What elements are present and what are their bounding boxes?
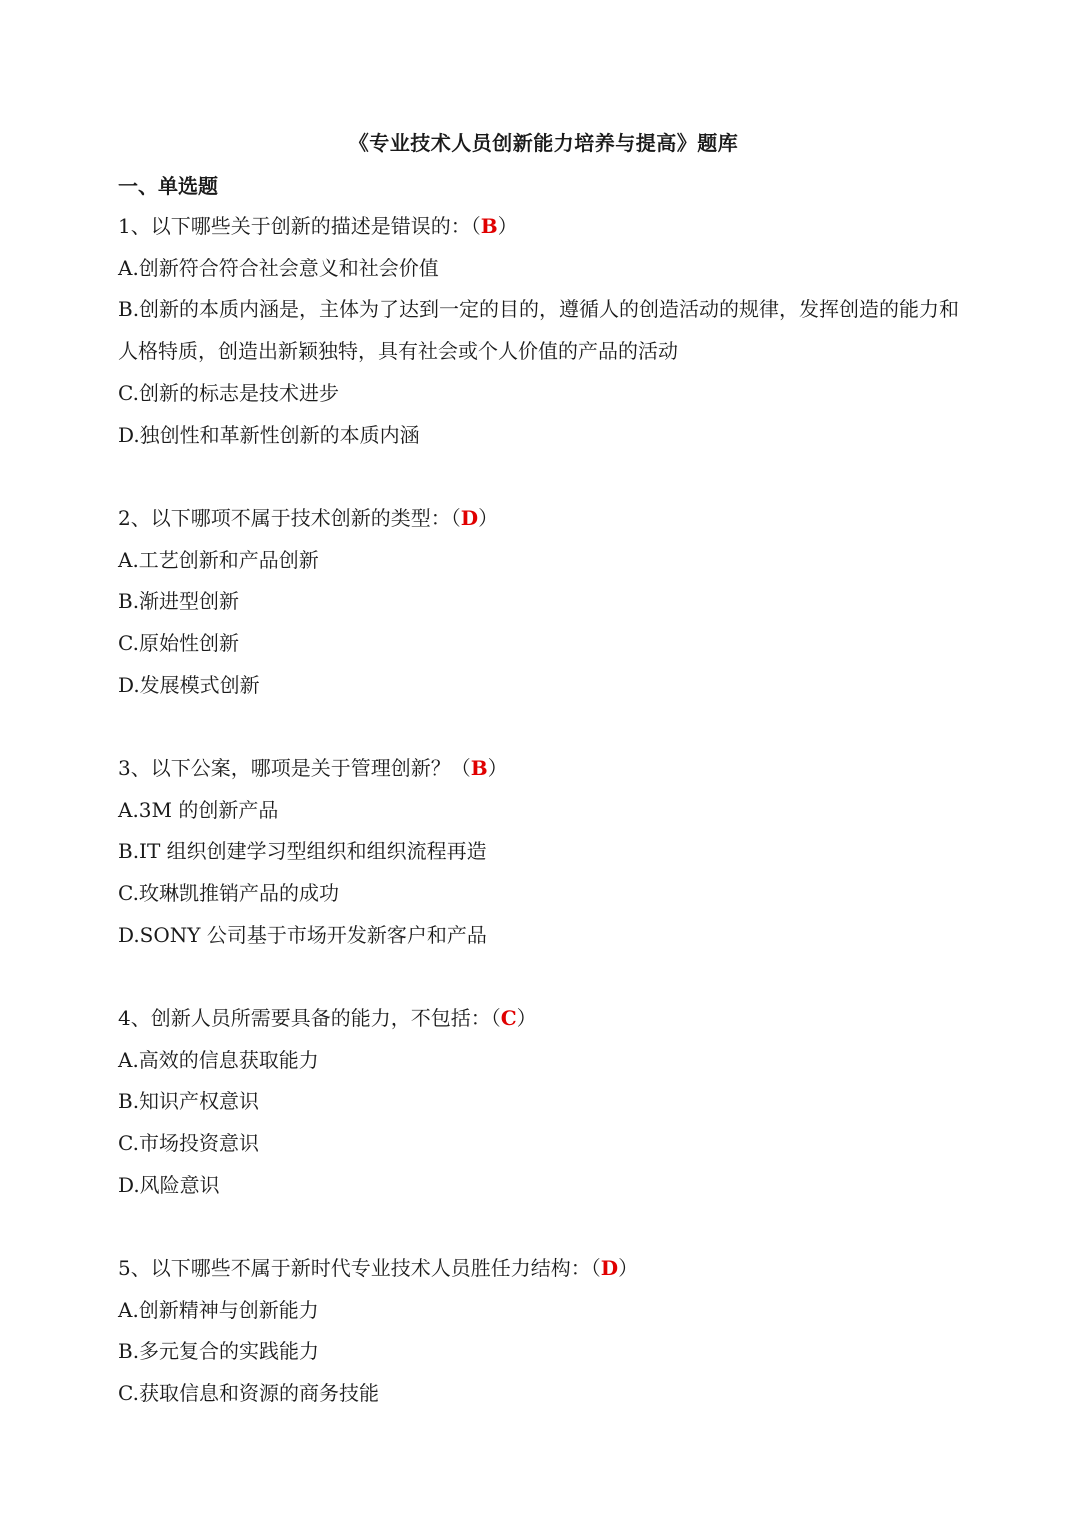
option-a: A.创新精神与创新能力 xyxy=(118,1297,319,1322)
stem-text: 4、创新人员所需要具备的能力，不包括：（ xyxy=(118,1006,501,1030)
option-c: C.获取信息和资源的商务技能 xyxy=(118,1381,379,1406)
answer-letter: B xyxy=(470,756,488,780)
option-d: D.发展模式创新 xyxy=(118,672,260,697)
answer-letter: D xyxy=(600,1256,619,1280)
option-b: B.IT 组织创建学习型组织和组织流程再造 xyxy=(118,839,487,864)
option-d: D.SONY 公司基于市场开发新客户和产品 xyxy=(118,922,487,947)
option-b: B.知识产权意识 xyxy=(118,1089,260,1114)
option-b: B.多元复合的实践能力 xyxy=(118,1339,320,1364)
answer-letter: D xyxy=(460,506,479,530)
question-stem xyxy=(118,498,978,540)
option-d: D.独创性和革新性创新的本质内涵 xyxy=(118,422,420,447)
question-3 xyxy=(118,748,978,957)
stem-close: ） xyxy=(487,756,508,780)
option-b: B.渐进型创新 xyxy=(118,589,240,614)
option-c: C.玫琳凯推销产品的成功 xyxy=(118,881,339,906)
section-heading: 一、单选题 xyxy=(118,174,218,198)
stem-close: ） xyxy=(516,1006,537,1030)
stem-text: 1、以下哪些关于创新的描述是错误的：（ xyxy=(118,214,481,238)
question-4 xyxy=(118,998,978,1207)
question-stem xyxy=(118,998,978,1040)
answer-letter: B xyxy=(480,214,498,238)
question-stem xyxy=(118,748,978,790)
option-a: A.高效的信息获取能力 xyxy=(118,1047,319,1072)
question-5 xyxy=(118,1248,978,1415)
question-2 xyxy=(118,498,978,707)
stem-close: ） xyxy=(478,506,499,530)
option-a: A.创新符合符合社会意义和社会价值 xyxy=(118,255,439,280)
option-a: A.3M 的创新产品 xyxy=(118,797,279,822)
option-c: C.创新的标志是技术进步 xyxy=(118,380,339,405)
question-stem xyxy=(118,206,978,248)
stem-text: 5、以下哪些不属于新时代专业技术人员胜任力结构：（ xyxy=(118,1256,601,1280)
question-stem xyxy=(118,1248,978,1290)
option-d: D.风险意识 xyxy=(118,1172,220,1197)
option-c: C.原始性创新 xyxy=(118,631,239,656)
question-1 xyxy=(118,206,978,456)
stem-text: 2、以下哪项不属于技术创新的类型：（ xyxy=(118,506,461,530)
option-c: C.市场投资意识 xyxy=(118,1131,259,1156)
stem-close: ） xyxy=(618,1256,639,1280)
stem-text: 3、以下公案，哪项是关于管理创新？（ xyxy=(118,756,471,780)
option-b: B.创新的本质内涵是，主体为了达到一定的目的，遵循人的创造活动的规律，发挥创造的能力和人格特质，创造出新颖独特，具有社会或个人价值的产品的活动 xyxy=(118,297,960,364)
option-a: A.工艺创新和产品创新 xyxy=(118,547,319,572)
stem-close: ） xyxy=(497,214,518,238)
answer-letter: C xyxy=(500,1006,517,1030)
document-title: 《专业技术人员创新能力培养与提高》题库 xyxy=(348,131,739,155)
